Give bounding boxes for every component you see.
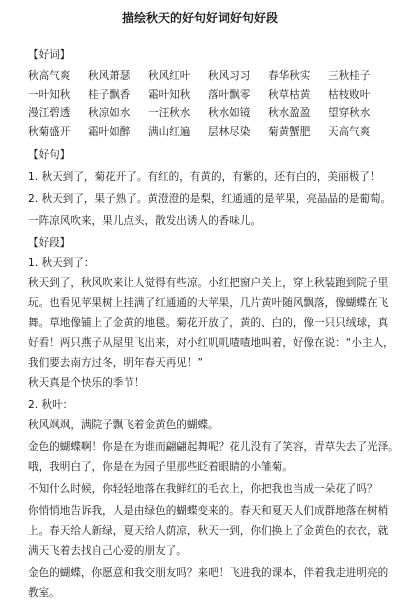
word-cell: 一汪秋水 xyxy=(148,107,191,120)
word-cell: 天高气爽 xyxy=(328,125,371,138)
word-cell: 桂子飘香 xyxy=(88,88,131,101)
word-cell: 秋草枯黄 xyxy=(268,88,311,101)
word-cell: 秋水盈盈 xyxy=(268,107,311,120)
word-cell: 漫江碧透 xyxy=(28,107,71,120)
word-cell: 一叶知秋 xyxy=(28,88,71,101)
page-title: 描绘秋天的好句好词好句好段 xyxy=(121,11,278,25)
section-heading-sentences: 【好句】 xyxy=(28,149,71,161)
word-cell: 秋风红叶 xyxy=(148,70,191,82)
paragraph-line: 金色的蝴蝶啊！你是在为谁而翩翩起舞呢？花儿没有了笑容，青草失去了光泽。 xyxy=(28,441,399,453)
word-cell: 秋凉如水 xyxy=(88,107,131,120)
word-cell: 三秋桂子 xyxy=(328,70,371,82)
paragraph-line: 哦，我明白了，你是在为园子里那些眨着眼睛的小雏菊。 xyxy=(28,461,293,473)
paragraph-line: 满天飞着去找自己心爱的朋友了。 xyxy=(28,545,187,557)
word-cell: 满山红遍 xyxy=(148,125,191,138)
word-grid xyxy=(28,68,388,142)
paragraph-line: 不知什么时候，你轻轻地落在我鲜红的毛衣上，你把我也当成一朵花了吗？ xyxy=(28,483,378,495)
word-cell: 枯枝败叶 xyxy=(328,88,371,101)
paragraph-line: 上。春天给人新绿，夏天给人荫凉，秋天一到，你们换上了金黄色的衣衣，就 xyxy=(28,525,389,537)
paragraph-label: 2. 秋叶： xyxy=(28,399,74,411)
word-cell: 层林尽染 xyxy=(208,125,251,138)
paragraph-line: 你悄悄地告诉我，人是由绿色的蝴蝶变来的。春天和夏天人们成群地落在树梢 xyxy=(28,505,389,517)
word-cell: 霜叶知秋 xyxy=(148,88,191,101)
paragraph-label: 1. 秋天到了： xyxy=(28,257,95,269)
paragraph-line: 秋天到了，秋风吹来让人觉得有些凉。小红把窗户关上，穿上秋装跑到院子里 xyxy=(28,277,389,289)
section-heading-paragraphs: 【好段】 xyxy=(28,237,71,249)
paragraph-line: 金色的蝴蝶，你愿意和我交朋友吗？来吧！飞进我的课本，伴着我走进明亮的 xyxy=(28,567,389,579)
word-cell: 秋风萧瑟 xyxy=(88,70,131,82)
paragraph-line: 教室。 xyxy=(28,587,60,599)
word-cell: 落叶飘零 xyxy=(208,88,251,101)
word-cell: 霜叶如醉 xyxy=(88,125,131,138)
word-cell: 春华秋实 xyxy=(268,70,311,82)
word-cell: 秋菊盛开 xyxy=(28,125,71,138)
sentence-line: 一阵凉风吹来，果儿点头，散发出诱人的香味儿。 xyxy=(28,215,262,227)
paragraph-line: 秋风飒飒，满院子飘飞着金黄色的蝴蝶。 xyxy=(28,419,219,431)
paragraph-line: 舞。草地像铺上了金黄的地毯。菊花开放了，黄的、白的，像一只只绒球，真 xyxy=(28,317,389,329)
word-cell: 秋水如镜 xyxy=(208,107,251,120)
section-heading-words: 【好词】 xyxy=(28,49,71,61)
paragraph-line: 秋天真是个快乐的季节！ xyxy=(28,377,145,389)
word-cell: 望穿秋水 xyxy=(328,107,371,120)
paragraph-line: 好看！两只燕子从屋里飞出来，对小红叽叽喳喳地叫着，好像在说：“小主人， xyxy=(28,337,394,349)
sentence-line: 2. 秋天到了，果子熟了。黄澄澄的是梨，红通通的是苹果，亮晶晶的是葡萄。 xyxy=(28,193,392,205)
paragraph-line: 玩。也看见苹果树上挂满了红通通的大苹果，几片黄叶随风飘落，像蝴蝶在飞 xyxy=(28,297,389,309)
paragraph-line: 我们要去南方过冬，明年春天再见！” xyxy=(28,357,203,369)
word-cell: 菊黄蟹肥 xyxy=(268,125,311,138)
word-cell: 秋高气爽 xyxy=(28,70,71,82)
word-cell: 秋风习习 xyxy=(208,70,251,82)
sentence-line: 1. 秋天到了，菊花开了。有红的，有黄的，有紫的，还有白的，美丽极了！ xyxy=(28,171,381,183)
